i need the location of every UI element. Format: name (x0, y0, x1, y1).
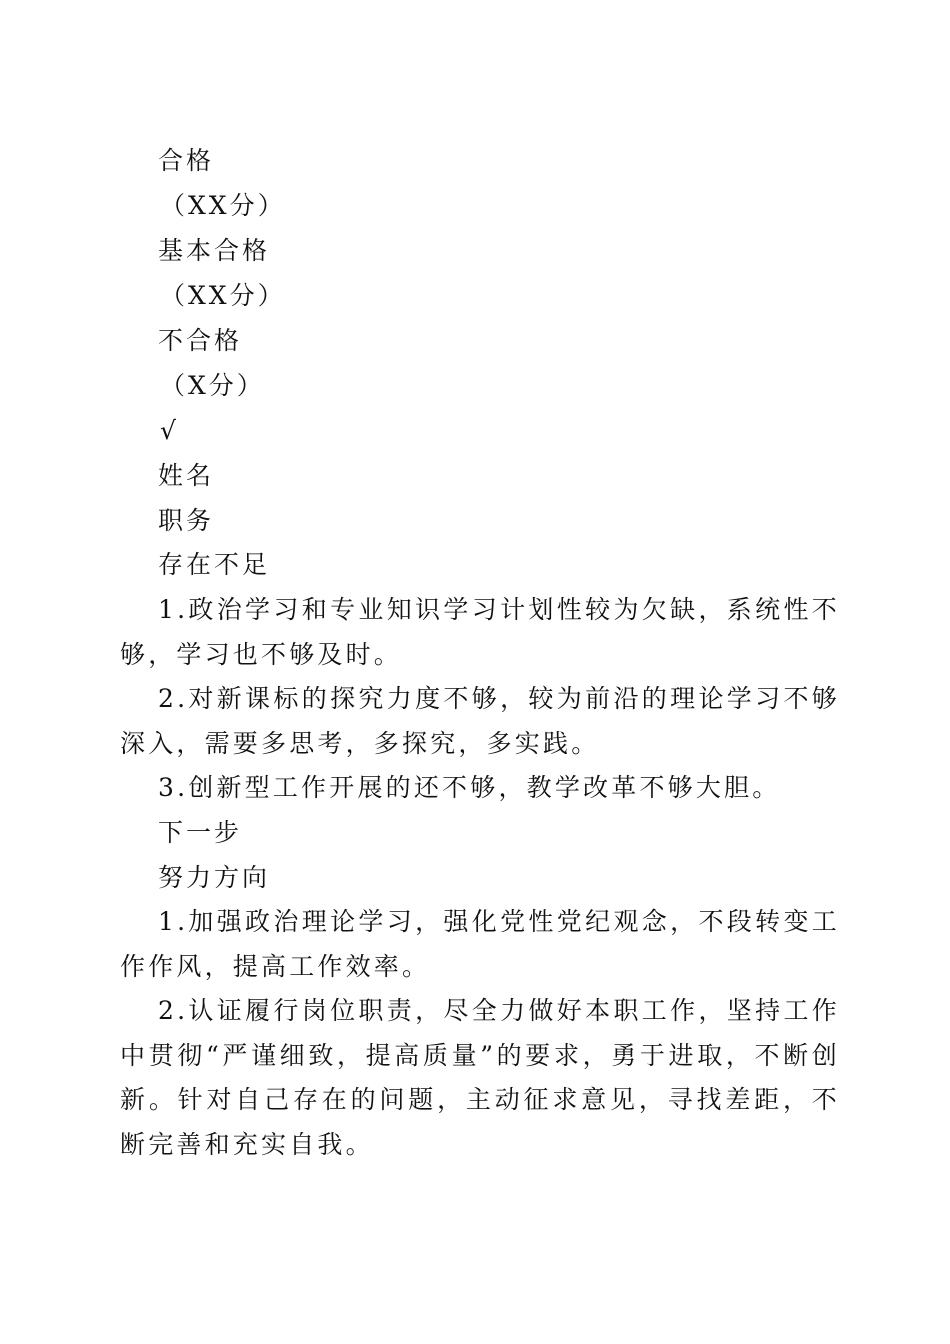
next-step-heading: 下一步 (158, 818, 243, 847)
shortcoming-item: 2.对新课标的探究力度不够，较为前沿的理论学习不够深入，需要多思考，多探究，多实践。 (120, 684, 840, 758)
rating-qualified-score: （XX分） (160, 191, 286, 220)
check-mark: √ (160, 416, 179, 445)
name-label: 姓名 (158, 461, 215, 490)
direction-heading: 努力方向 (158, 863, 271, 892)
rating-unqualified-score: （X分） (160, 371, 265, 400)
shortcoming-item: 3.创新型工作开展的还不够，教学改革不够大胆。 (158, 773, 781, 802)
rating-qualified: 合格 (158, 146, 215, 175)
rating-unqualified: 不合格 (158, 326, 243, 355)
shortcomings-heading: 存在不足 (158, 550, 271, 579)
direction-item: 2.认证履行岗位职责，尽全力做好本职工作，坚持工作中贯彻“严谨细致，提高质量”的要求，勇于进取，不断创新。针对自己存在的问题，主动征求意见，寻找差距，不断完善和充实自我。 (120, 996, 840, 1159)
rating-basically-qualified: 基本合格 (158, 236, 271, 265)
position-label: 职务 (158, 506, 215, 535)
shortcoming-item: 1.政治学习和专业知识学习计划性较为欠缺，系统性不够，学习也不够及时。 (120, 595, 840, 669)
direction-item: 1.加强政治理论学习，强化党性党纪观念，不段转变工作作风，提高工作效率。 (120, 907, 840, 981)
rating-basically-qualified-score: （XX分） (160, 281, 286, 310)
